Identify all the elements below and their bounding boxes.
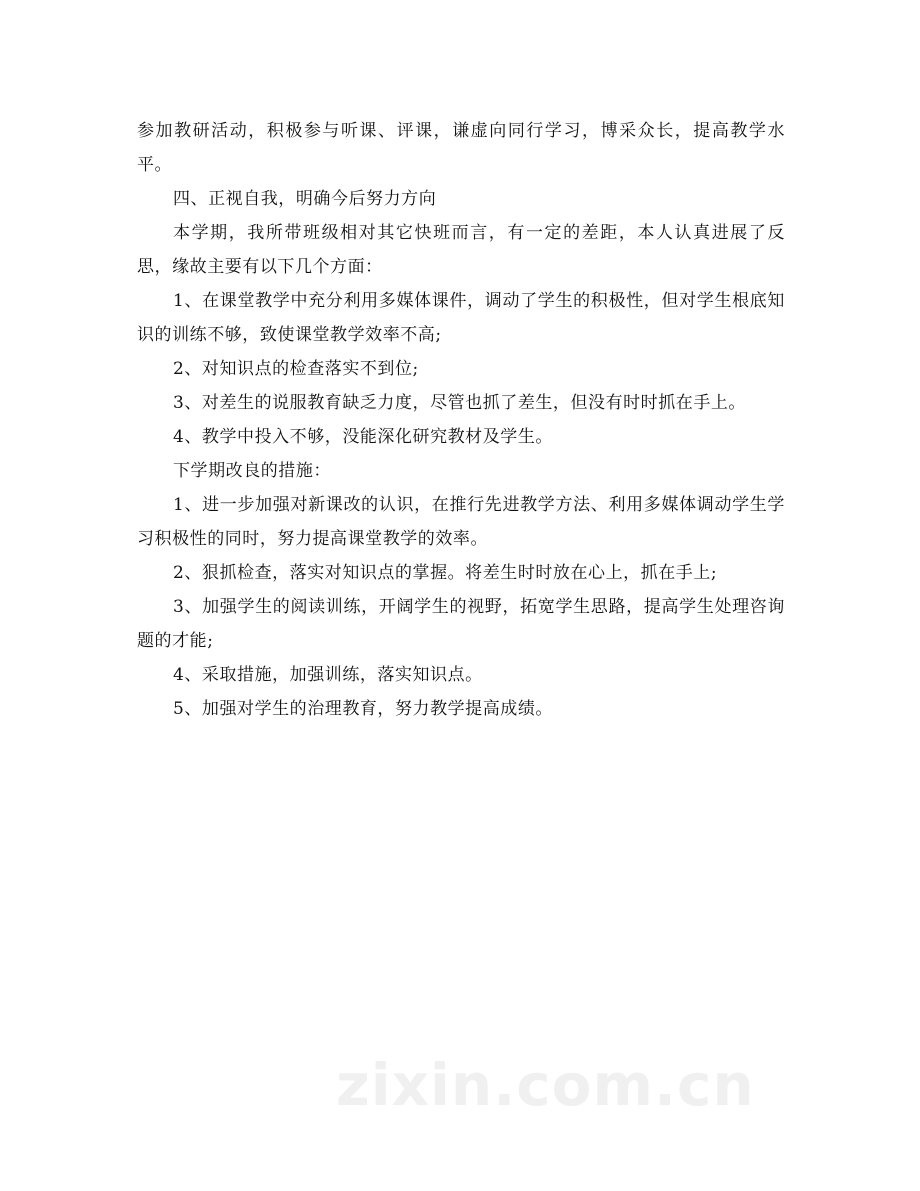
paragraph-continuation: 参加教研活动，积极参与听课、评课，谦虚向同行学习，博采众长，提高教学水平。 [137,121,785,175]
list-item-measure-4: 4、采取措施，加强训练，落实知识点。 [173,665,483,685]
section-heading-4: 四、正视自我，明确今后努力方向 [173,189,437,209]
subheading-measures: 下学期改良的措施： [173,461,331,481]
document-body [137,114,785,726]
list-item-issue-1: 1、在课堂教学中充分利用多媒体课件，调动了学生的积极性，但对学生根底知识的训练不够，致使课堂教学效率不高; [137,291,785,345]
list-item-measure-5: 5、加强对学生的治理教育，努力教学提高成绩。 [173,699,553,719]
list-item-measure-1: 1、进一步加强对新课改的认识，在推行先进教学方法、利用多媒体调动学生学习积极性的同时，努力提高课堂教学的效率。 [137,495,785,549]
list-item-issue-3: 3、对差生的说服教育缺乏力度，尽管也抓了差生，但没有时时抓在手上。 [173,393,746,413]
list-item-measure-2: 2、狠抓检查，落实对知识点的掌握。将差生时时放在心上，抓在手上; [173,563,718,583]
list-item-issue-4: 4、教学中投入不够，没能深化研究教材及学生。 [173,427,553,447]
watermark-text: zixin.com.cn [336,1051,755,1119]
list-item-measure-3: 3、加强学生的阅读训练，开阔学生的视野，拓宽学生思路，提高学生处理咨询题的才能; [137,597,785,651]
list-item-issue-2: 2、对知识点的检查落实不到位; [173,359,419,379]
paragraph-reflection-intro: 本学期，我所带班级相对其它快班而言，有一定的差距，本人认真进展了反思，缘故主要有以下几个方面： [137,223,785,277]
